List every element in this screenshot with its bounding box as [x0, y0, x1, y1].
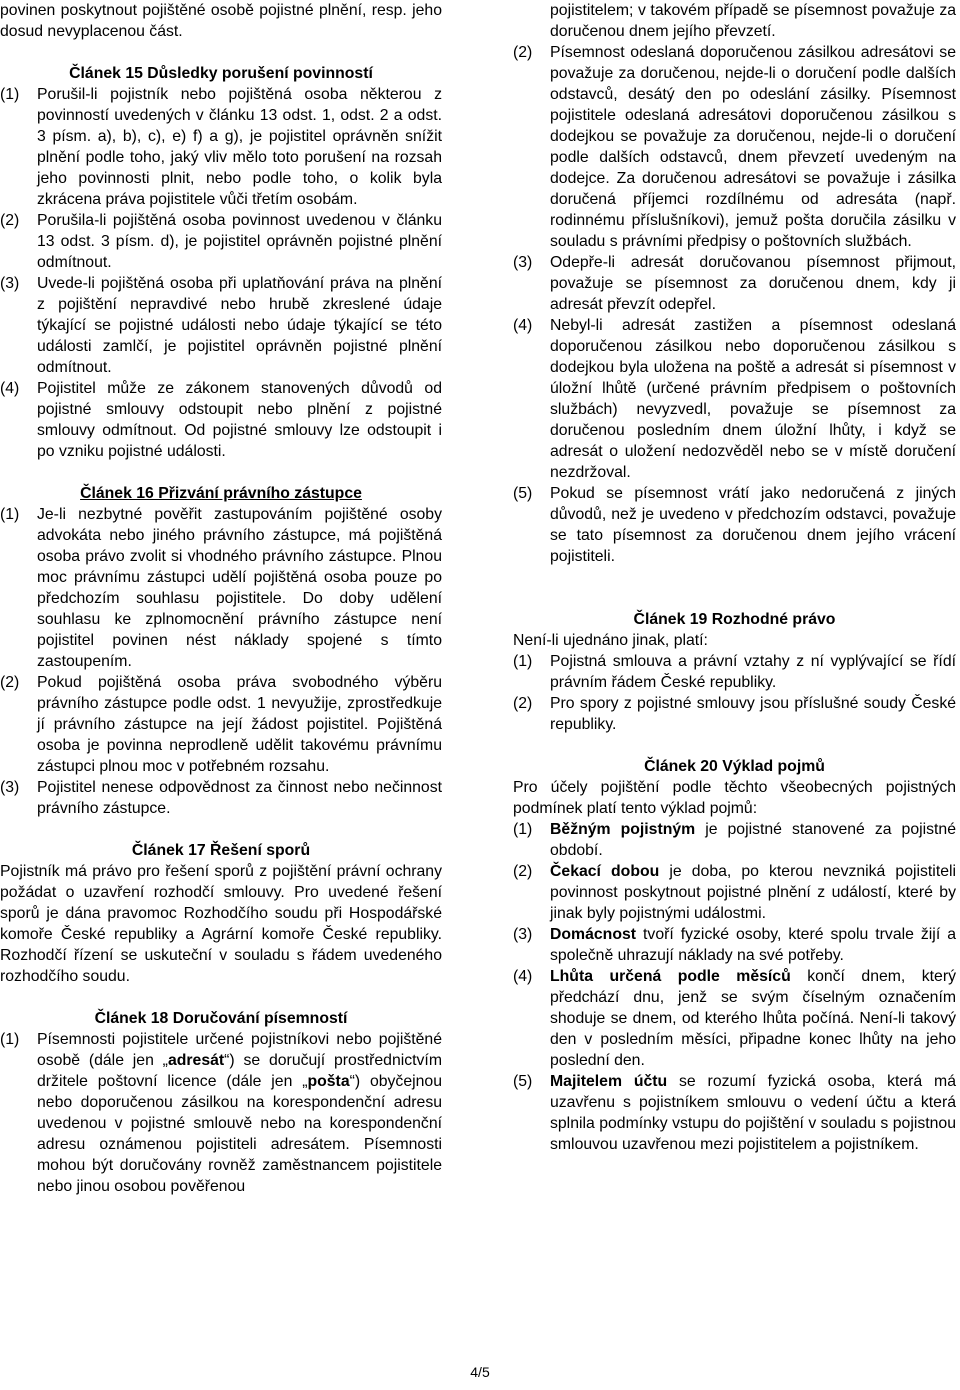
- item-text: Pojistná smlouva a právní vztahy z ní vyplývající se řídí právním řádem České republiky.: [550, 653, 956, 691]
- text-run: Písemnosti pojistitele určené pojistníkovi nebo pojištěné osobě (dále jen „: [37, 1031, 442, 1069]
- item-number: (1): [513, 821, 533, 838]
- item-number: (1): [0, 86, 20, 103]
- item-number: (2): [513, 44, 533, 61]
- list-item: [0, 378, 442, 462]
- text-run: končí dnem, který předchází dnu, jenž se svým číselným označením shoduje se dnem, od kterého lhůta počíná. Není-li takový den v posledním měsíci, připadne konec lhůty na jeho poslední den.: [550, 968, 956, 1069]
- article-heading: Článek 20 Výklad pojmů: [644, 758, 825, 775]
- item-number: (4): [513, 317, 533, 334]
- item-text: [550, 966, 956, 1071]
- defined-term: Běžným pojistným: [550, 821, 696, 838]
- list-item: [0, 210, 442, 273]
- list-item: [513, 924, 956, 966]
- text-run: “) se doručují prostřednictvím držitele poštovní licence (dále jen „: [37, 1052, 442, 1090]
- article-heading: Článek 18 Doručování písemností: [94, 1010, 348, 1027]
- item-number: (3): [0, 779, 20, 796]
- list-item: [513, 693, 956, 735]
- item-text: Uvede-li pojištěná osoba při uplatňování práva na plnění z pojištění nepravdivé nebo hrubě zkreslené údaje týkající se pojistné události nebo údaje týkající se této události zamlčí, je pojistitel oprávněn pojistné plnění odmítnout.: [37, 275, 442, 376]
- list-item: [0, 777, 442, 819]
- item-number: (4): [513, 968, 533, 985]
- article-heading: Článek 15 Důsledky porušení povinností: [69, 65, 373, 82]
- defined-term: pošta: [307, 1073, 350, 1090]
- text-run: je pojistné stanovené za pojistné období.: [550, 821, 956, 859]
- item-text: Pokud pojištěná osoba práva svobodného výběru právního zástupce podle odst. 1 nevyužije, zprostředkuje jí právního zástupce na její žádost pojistitel. Pojištěná osoba je povinna neprodleně udělit takovému právnímu zástupci plnou moc v potřebném rozsahu.: [37, 674, 442, 775]
- list-item: [0, 273, 442, 378]
- list-item: [513, 483, 956, 567]
- item-number: (1): [513, 653, 533, 670]
- list-item: [513, 819, 956, 861]
- list-item: [0, 84, 442, 210]
- item-number: (1): [0, 1031, 20, 1048]
- defined-term: Majitelem účtu: [550, 1073, 668, 1090]
- item-text: [550, 1071, 956, 1155]
- item-text: Nebyl-li adresát zastižen a písemnost odeslaná doporučenou zásilkou nebo doporučenou zásilkou s dodejkou byla uložena na poště a adresát si písemnost v úložní lhůtě (určené právním předpisem o poštovních službách) nevyzvedl, považuje se písemnost za doručenou posledním dnem úložní lhůty, i když se adresát o uložení nedozvěděl nebo se v místě doručení nezdržoval.: [550, 317, 956, 481]
- item-number: (3): [513, 926, 533, 943]
- text-run: “) obyčejnou nebo doporučenou zásilkou na korespondenční adresu uvedenou v pojistné smlouvě nebo na korespondenční adresu oznámenou pojistiteli adresátem. Písemnosti mohou být doručovány rovněž zaměstnancem pojistitele nebo jinou osobou pověřenou: [37, 1073, 442, 1195]
- defined-term: Lhůta určená podle měsíců: [550, 968, 791, 985]
- item-number: (1): [0, 506, 20, 523]
- item-text: Pokud se písemnost vrátí jako nedoručená z jiných důvodů, než je uvedeno v předchozím odstavci, považuje se tato písemnost za doručenou dnem jejího vrácení pojistiteli.: [550, 485, 956, 565]
- item-number: (2): [513, 863, 533, 880]
- right-column: [513, 0, 956, 1155]
- text-run: se rozumí fyzická osoba, která má uzavřenu s pojistníkem smlouvu o vedení účtu a která splnila podmínky vstupu do pojištění v souladu s pojistnou smlouvou uzavřenou mezi pojistitelem a pojistníkem.: [550, 1073, 956, 1153]
- item-text: Písemnost odeslaná doporučenou zásilkou adresátovi se považuje za doručenou, nejde-li o doručení podle dalších odstavců, desátý den po odeslání zásilky. Písemnost pojistitele odeslaná adresátovi doporučenou zásilkou s dodejkou se považuje za doručenou, nejde-li o doručení podle dalších odstavců, dnem převzetí uvedeným na dodejce. Za doručenou adresátovi se považuje i zásilka doručená příjemci rozdílnému od adresáta (např. rodinnému příslušníkovi), jemuž pošta doručila zásilku v souladu s právními předpisy o poštovních službách.: [550, 44, 956, 250]
- item-text: Odepře-li adresát doručovanou písemnost přijmout, považuje se písemnost za doručenou dnem, kdy ji adresát převzít odepřel.: [550, 254, 956, 313]
- item-text: [37, 1029, 442, 1197]
- paragraph: povinen poskytnout pojištěné osobě pojistné plnění, resp. jeho dosud nevyplacenou část.: [0, 2, 442, 40]
- article-heading: Článek 19 Rozhodné právo: [633, 611, 836, 628]
- item-text: Porušila-li pojištěná osoba povinnost uvedenou v článku 13 odst. 3 písm. d), je pojistitel oprávněn pojistné plnění odmítnout.: [37, 212, 442, 271]
- item-number: (4): [0, 380, 20, 397]
- item-text: [550, 861, 956, 924]
- item-text: [550, 819, 956, 861]
- article-heading: Článek 17 Řešení sporů: [131, 842, 311, 859]
- text-run: je doba, po kterou nevzniká pojistiteli povinnost poskytnout pojistné plnění z událostí, které by jinak byly pojistnými událostmi.: [550, 863, 957, 922]
- item-text: Pojistitel nenese odpovědnost za činnost nebo nečinnost právního zástupce.: [37, 779, 442, 817]
- item-number: (5): [513, 485, 533, 502]
- defined-term: Domácnost: [550, 926, 637, 943]
- text-run: tvoří fyzické osoby, které spolu trvale žijí a společně uhrazují náklady na své potřeby.: [550, 926, 956, 964]
- list-item: [0, 504, 442, 672]
- left-column: [0, 0, 442, 1197]
- item-text: Pojistitel může ze zákonem stanovených důvodů od pojistné smlouvy odstoupit nebo plnění z pojistné smlouvy odmítnout. Od pojistné smlouvy lze odstoupit i po vzniku pojistné události.: [37, 380, 442, 460]
- paragraph: Pro účely pojištění podle těchto všeobecných pojistných podmínek platí tento výklad pojmů:: [513, 779, 956, 817]
- item-number: (5): [513, 1073, 533, 1090]
- paragraph: Pojistník má právo pro řešení sporů z pojištění právní ochrany požádat o uzavření rozhodčí smlouvy. Pro uvedené řešení sporů je dána pravomoc Rozhodčího soudu při Hospodářské komoře České republiky a Agrární komoře České republiky. Rozhodčí řízení se uskuteční v souladu s řádem uvedeného rozhodčího soudu.: [0, 863, 442, 985]
- list-item: [513, 966, 956, 1071]
- defined-term: Čekací dobou: [550, 863, 660, 880]
- item-text: [550, 924, 956, 966]
- defined-term: adresát: [167, 1052, 225, 1069]
- item-number: (3): [513, 254, 533, 271]
- list-item-continuation: [513, 0, 956, 42]
- list-item: [513, 42, 956, 252]
- list-item: [513, 1071, 956, 1155]
- list-item: [513, 315, 956, 483]
- list-item: [0, 672, 442, 777]
- item-number: (2): [0, 212, 20, 229]
- item-number: (2): [513, 695, 533, 712]
- item-text: Porušil-li pojistník nebo pojištěná osoba některou z povinností uvedených v článku 13 odst. 1, odst. 2 a odst. 3 písm. a), b), c), e) f) a g), je pojistitel oprávněn snížit plnění podle toho, jaký vliv mělo toto porušení na rozsah jeho povinnosti plnit, nebo podle toho, o kolik byla zkrácena práva pojistitele vůči třetím osobám.: [37, 86, 442, 208]
- list-item: [513, 651, 956, 693]
- list-item: [513, 861, 956, 924]
- list-item: [513, 252, 956, 315]
- item-number: (2): [0, 674, 20, 691]
- item-number: (3): [0, 275, 20, 292]
- item-text: pojistitelem; v takovém případě se písemnost považuje za doručenou dnem jejího převzetí.: [550, 2, 956, 40]
- item-text: Je-li nezbytné pověřit zastupováním pojištěné osoby advokáta nebo jiného právního zástupce, má pojištěná osoba právo zvolit si vhodného právního zástupce. Plnou moc právnímu zástupci udělí pojištěná osoba pouze po předchozím souhlasu pojistitele. Do doby udělení souhlasu ke zplnomocnění právního zástupce není pojistitel povinen nést náklady spojené s tímto zastoupením.: [37, 506, 442, 670]
- article-heading: Článek 16 Přizvání právního zástupce: [80, 485, 362, 502]
- paragraph: Není-li ujednáno jinak, platí:: [513, 632, 708, 649]
- page-number: 4/5: [470, 1364, 490, 1380]
- item-text: Pro spory z pojistné smlouvy jsou příslušné soudy České republiky.: [550, 695, 956, 733]
- list-item: [0, 1029, 442, 1197]
